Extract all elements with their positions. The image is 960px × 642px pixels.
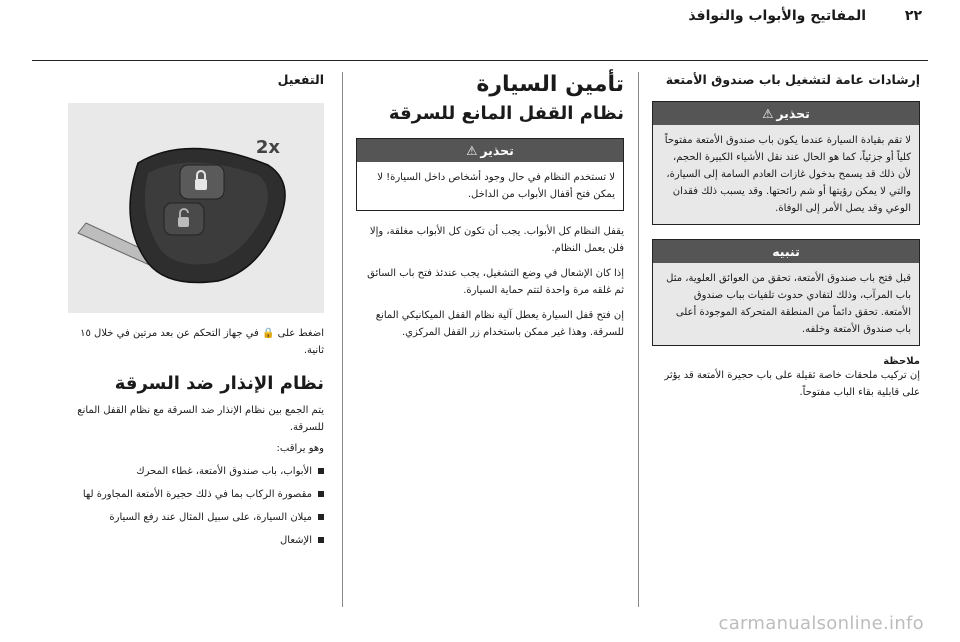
list-item (60, 509, 324, 526)
notice-body: قبل فتح باب صندوق الأمتعة، تحقق من العوائق العلوية، مثل باب المرآب، وذلك لتفادي حدوث تلفيات بباب صندوق الأمتعة. تحقق دائماً من المنطقة المتحركة الموجودة أعلى باب صندوق الأمتعة وخلفه. (653, 263, 919, 345)
column-divider (638, 72, 639, 607)
list-item-text: الإشعال (280, 535, 312, 546)
subsection-heading: نظام الإنذار ضد السرقة (114, 373, 324, 394)
notice-title: تنبيه (772, 244, 800, 259)
list-item (60, 486, 324, 503)
warning-triangle-icon: ⚠ (466, 143, 478, 158)
notice-box (652, 239, 920, 346)
list-item-text: مقصورة الركاب بما في ذلك حجيرة الأمتعة المجاورة لها (82, 489, 312, 500)
bullet-icon (318, 537, 324, 543)
section-heading: التفعيل (277, 72, 324, 87)
warning-triangle-icon: ⚠ (762, 106, 774, 121)
page-title: المفاتيح والأبواب والنوافذ (688, 8, 867, 24)
section-heading: تأمين السيارة (476, 72, 624, 97)
section-heading: إرشادات عامة لتشغيل باب صندوق الأمتعة (665, 72, 920, 87)
list-item-text: الأبواب، باب صندوق الأمتعة، غطاء المحرك (136, 466, 312, 477)
warning-body: لا تستخدم النظام في حال وجود أشخاص داخل السيارة! لا يمكن فتح أقفال الأبواب من الداخل. (357, 162, 623, 210)
paragraph: يتم الجمع بين نظام الإنذار ضد السرقة مع نظام القفل المانع للسرقة. (77, 405, 324, 433)
key-fob-illustration (68, 103, 324, 313)
paragraph: يقفل النظام كل الأبواب. يجب أن تكون كل الأبواب مغلقة، وإلا فلن يعمل النظام. (369, 226, 624, 254)
list-item (60, 463, 324, 480)
subsection-heading: نظام القفل المانع للسرقة (388, 103, 624, 124)
page-number: ٢٢ (904, 8, 922, 24)
key-fob-icon (68, 103, 324, 313)
press-count-label: 2x (255, 137, 280, 158)
warning-title: تحذير (776, 106, 810, 121)
note-body: إن تركيب ملحقات خاصة ثقيلة على باب حجيرة الأمتعة قد يؤثر على قابلية بقاء الباب مفتوحاً. (664, 370, 920, 398)
column-left (60, 72, 324, 549)
warning-box (652, 101, 920, 225)
warning-box (356, 138, 624, 211)
warning-title: تحذير (480, 143, 514, 158)
page-header (688, 8, 922, 24)
bullet-icon (318, 468, 324, 474)
note-title: ملاحظة (883, 356, 920, 367)
warning-box-header (653, 102, 919, 125)
bullet-icon (318, 514, 324, 520)
warning-box-header (357, 139, 623, 162)
paragraph: وهو يراقب: (276, 443, 324, 454)
warning-body: لا تقم بقيادة السيارة عندما يكون باب صندوق الأمتعة مفتوحاً كلياً أو جزئياً، كما هو الحال عند نقل الأشياء الكبيرة الحجم، لأن ذلك قد يسمح بدخول غازات العادم السامة إلى السيارة، والتي لا يمكن رؤيتها أو شم رائحتها. وقد يسبب ذلك فقدان الوعي وقد يصل الأمر إلى الوفاة. (653, 125, 919, 224)
paragraph: إن فتح قفل السيارة يعطل آلية نظام القفل الميكانيكي المانع للسرقة. وهذا غير ممكن باستخدام زر القفل المركزي. (375, 310, 624, 338)
list-item (60, 532, 324, 549)
watermark: carmanualsonline.info (718, 613, 924, 634)
column-right (652, 72, 920, 401)
header-rule (32, 60, 928, 61)
column-divider (342, 72, 343, 607)
column-middle (356, 72, 624, 341)
activation-text: اضغط على 🔒 في جهاز التحكم عن بعد مرتين في خلال ١٥ ثانية. (80, 328, 324, 356)
notice-box-header (653, 240, 919, 263)
paragraph: إذا كان الإشعال في وضع التشغيل، يجب عندئذ فتح باب السائق ثم غلقه مرة واحدة لتتم حماية السيارة. (367, 268, 624, 296)
list-item-text: ميلان السيارة، على سبيل المثال عند رفع السيارة (109, 512, 312, 523)
bullet-icon (318, 491, 324, 497)
